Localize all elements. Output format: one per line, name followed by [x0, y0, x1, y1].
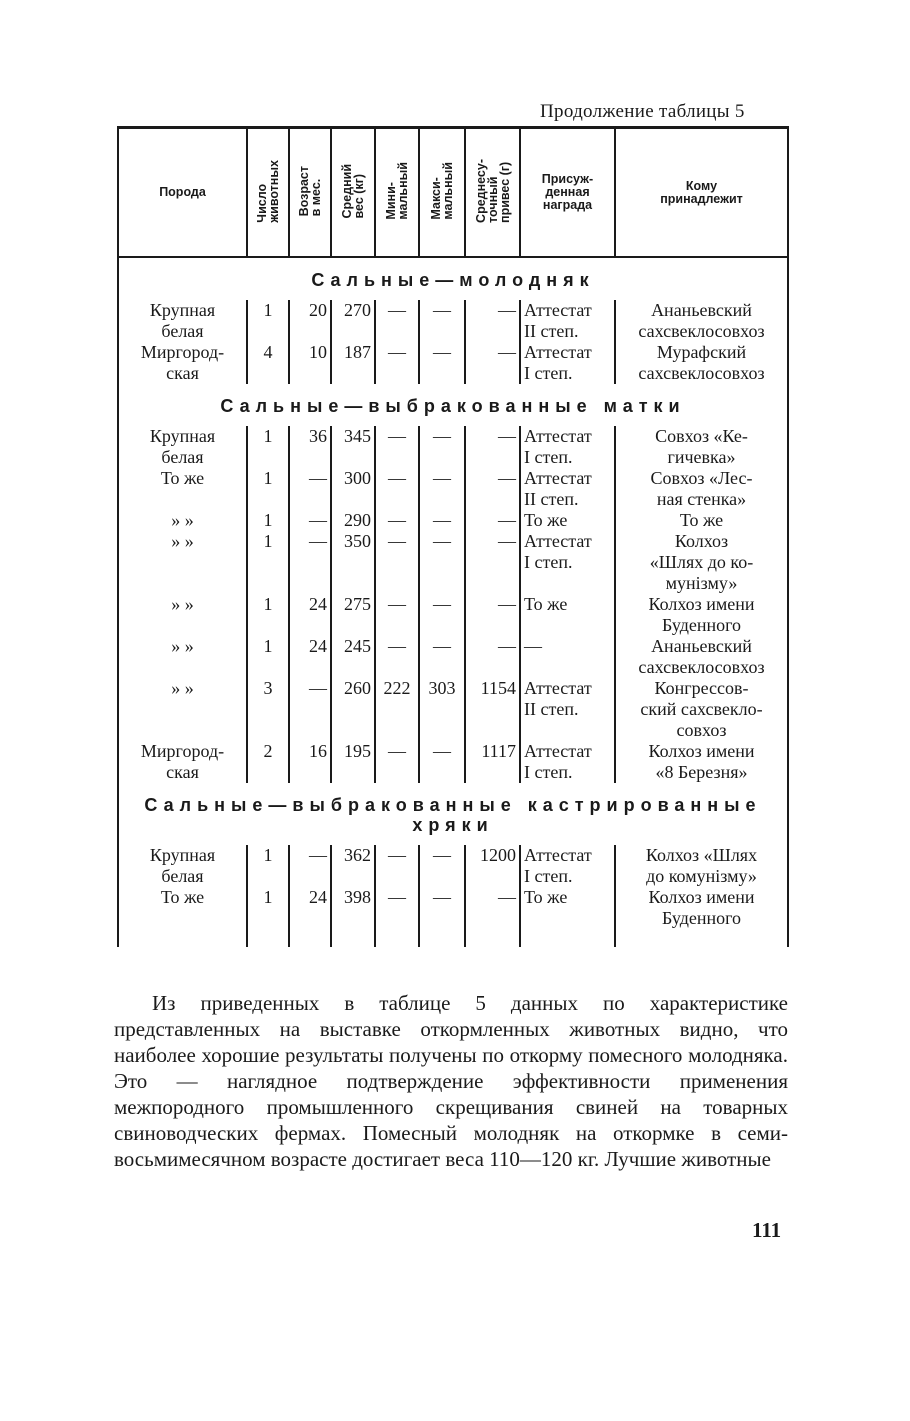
cell-weight: 362	[331, 845, 375, 887]
cell-min: —	[375, 636, 419, 678]
cell-award: Аттестат I степ.	[520, 531, 615, 594]
cell-weight: 187	[331, 342, 375, 384]
cell-award: То же	[520, 594, 615, 636]
cell-count: 1	[247, 594, 289, 636]
cell-count: 1	[247, 510, 289, 531]
cell-daily-gain: —	[465, 426, 520, 468]
cell-owner: Ананьевский сахсвеклосовхоз	[615, 300, 788, 342]
cell-age: 16	[289, 741, 331, 783]
cell-breed: Крупная белая	[118, 426, 247, 468]
cell-owner: Колхоз «Шлях до ко- мунізму»	[615, 531, 788, 594]
cell-breed: » »	[118, 594, 247, 636]
cell-count: 3	[247, 678, 289, 741]
cell-count: 1	[247, 531, 289, 594]
cell-age: —	[289, 468, 331, 510]
cell-daily-gain: —	[465, 531, 520, 594]
header-min	[375, 128, 419, 258]
header-count-label: Число животных	[255, 159, 281, 223]
cell-owner: Колхоз имени Буденного	[615, 594, 788, 636]
body-paragraph: Из приведенных в таблице 5 данных по характеристике представленных на выставке откормленных животных видно, что наиболее хорошие результаты получены по откорму помесного молодняка. Это — наглядное подтверждение эффективности применения межпородного промышленного скрещивания свиней на товарных свиноводческих фермах. Помесный молодняк на откормке в семи-восьмимесячном возрасте достигает веса 110—120 кг. Лучшие животные	[114, 991, 788, 1171]
header-max-label: Макси- мальный	[429, 162, 455, 220]
cell-min: —	[375, 510, 419, 531]
cell-count: 1	[247, 887, 289, 947]
header-owner: Кому принадлежит	[615, 128, 788, 258]
group-title: Сальные—выбракованные матки	[118, 384, 788, 426]
livestock-table	[117, 126, 789, 947]
cell-breed: » »	[118, 636, 247, 678]
cell-min: —	[375, 426, 419, 468]
header-count	[247, 128, 289, 258]
table-row	[118, 594, 788, 636]
cell-award: Аттестат I степ.	[520, 741, 615, 783]
cell-age: 20	[289, 300, 331, 342]
cell-count: 2	[247, 741, 289, 783]
cell-weight: 245	[331, 636, 375, 678]
cell-age: —	[289, 531, 331, 594]
cell-breed: То же	[118, 887, 247, 947]
cell-owner: То же	[615, 510, 788, 531]
cell-owner: Колхоз «Шлях до комунізму»	[615, 845, 788, 887]
cell-max: —	[419, 426, 465, 468]
cell-min: —	[375, 468, 419, 510]
cell-breed: Миргород- ская	[118, 342, 247, 384]
cell-award: Аттестат II степ.	[520, 678, 615, 741]
cell-breed: Крупная белая	[118, 845, 247, 887]
cell-breed: Крупная белая	[118, 300, 247, 342]
header-age-label: Возраст в мес.	[297, 165, 323, 217]
cell-award: Аттестат II степ.	[520, 300, 615, 342]
cell-max: —	[419, 510, 465, 531]
cell-award: Аттестат I степ.	[520, 342, 615, 384]
table-row	[118, 741, 788, 783]
cell-breed: Миргород- ская	[118, 741, 247, 783]
table-row	[118, 510, 788, 531]
cell-breed: » »	[118, 678, 247, 741]
table-row	[118, 678, 788, 741]
cell-daily-gain: 1200	[465, 845, 520, 887]
cell-owner: Конгрессов- ский сахсвекло- совхоз	[615, 678, 788, 741]
group-row	[118, 783, 788, 845]
cell-age: 24	[289, 636, 331, 678]
cell-weight: 290	[331, 510, 375, 531]
table-row	[118, 426, 788, 468]
header-daily-gain	[465, 128, 520, 258]
header-avg-weight	[331, 128, 375, 258]
cell-breed: То же	[118, 468, 247, 510]
livestock-table-container	[117, 126, 787, 947]
cell-owner: Колхоз имени «8 Березня»	[615, 741, 788, 783]
cell-min: —	[375, 594, 419, 636]
header-row	[118, 128, 788, 258]
cell-min: —	[375, 531, 419, 594]
cell-max: —	[419, 342, 465, 384]
cell-weight: 398	[331, 887, 375, 947]
cell-max: —	[419, 300, 465, 342]
cell-min: —	[375, 342, 419, 384]
cell-weight: 260	[331, 678, 375, 741]
cell-weight: 300	[331, 468, 375, 510]
cell-age: —	[289, 845, 331, 887]
cell-count: 1	[247, 468, 289, 510]
cell-count: 4	[247, 342, 289, 384]
cell-age: 24	[289, 594, 331, 636]
cell-award: То же	[520, 510, 615, 531]
cell-min: —	[375, 887, 419, 947]
cell-owner: Совхоз «Лес- ная стенка»	[615, 468, 788, 510]
header-min-label: Мини- мальный	[384, 162, 410, 220]
header-max	[419, 128, 465, 258]
cell-max: —	[419, 845, 465, 887]
table-row	[118, 636, 788, 678]
cell-daily-gain: —	[465, 594, 520, 636]
group-title: Сальные—молодняк	[118, 257, 788, 300]
cell-count: 1	[247, 426, 289, 468]
cell-award: Аттестат II степ.	[520, 468, 615, 510]
cell-owner: Мурафский сахсвеклосовхоз	[615, 342, 788, 384]
group-row	[118, 384, 788, 426]
cell-max: —	[419, 636, 465, 678]
cell-daily-gain: —	[465, 887, 520, 947]
cell-daily-gain: —	[465, 636, 520, 678]
cell-breed: » »	[118, 531, 247, 594]
table-body	[118, 257, 788, 947]
group-row	[118, 257, 788, 300]
cell-min: 222	[375, 678, 419, 741]
table-row	[118, 468, 788, 510]
cell-daily-gain: —	[465, 342, 520, 384]
cell-max: —	[419, 887, 465, 947]
table-row	[118, 531, 788, 594]
header-age	[289, 128, 331, 258]
cell-age: 24	[289, 887, 331, 947]
cell-owner: Колхоз имени Буденного	[615, 887, 788, 947]
cell-weight: 345	[331, 426, 375, 468]
cell-max: —	[419, 531, 465, 594]
cell-count: 1	[247, 300, 289, 342]
cell-weight: 275	[331, 594, 375, 636]
cell-award: Аттестат I степ.	[520, 845, 615, 887]
cell-award: —	[520, 636, 615, 678]
cell-weight: 195	[331, 741, 375, 783]
header-avg-weight-label: Средний вес (кг)	[340, 163, 366, 219]
cell-count: 1	[247, 636, 289, 678]
cell-daily-gain: —	[465, 510, 520, 531]
cell-daily-gain: —	[465, 300, 520, 342]
cell-weight: 350	[331, 531, 375, 594]
header-award: Присуж- денная награда	[520, 128, 615, 258]
table-caption: Продолжение таблицы 5	[540, 101, 745, 122]
header-breed: Порода	[118, 128, 247, 258]
cell-min: —	[375, 845, 419, 887]
cell-award: То же	[520, 887, 615, 947]
cell-max: 303	[419, 678, 465, 741]
cell-weight: 270	[331, 300, 375, 342]
cell-min: —	[375, 300, 419, 342]
table-row	[118, 300, 788, 342]
header-daily-gain-label: Среднесу- точный привес (г)	[473, 159, 512, 223]
cell-max: —	[419, 468, 465, 510]
cell-max: —	[419, 741, 465, 783]
cell-min: —	[375, 741, 419, 783]
cell-daily-gain: 1154	[465, 678, 520, 741]
table-row	[118, 845, 788, 887]
cell-award: Аттестат I степ.	[520, 426, 615, 468]
group-title: Сальные—выбракованные кастрированные хряки	[118, 783, 788, 845]
page-number: 111	[752, 1218, 782, 1242]
cell-owner: Совхоз «Ке- гичевка»	[615, 426, 788, 468]
cell-age: 10	[289, 342, 331, 384]
cell-age: —	[289, 678, 331, 741]
cell-breed: » »	[118, 510, 247, 531]
cell-daily-gain: —	[465, 468, 520, 510]
table-row	[118, 887, 788, 947]
cell-age: 36	[289, 426, 331, 468]
table-row	[118, 342, 788, 384]
cell-daily-gain: 1117	[465, 741, 520, 783]
cell-age: —	[289, 510, 331, 531]
cell-owner: Ананьевский сахсвеклосовхоз	[615, 636, 788, 678]
cell-max: —	[419, 594, 465, 636]
cell-count: 1	[247, 845, 289, 887]
